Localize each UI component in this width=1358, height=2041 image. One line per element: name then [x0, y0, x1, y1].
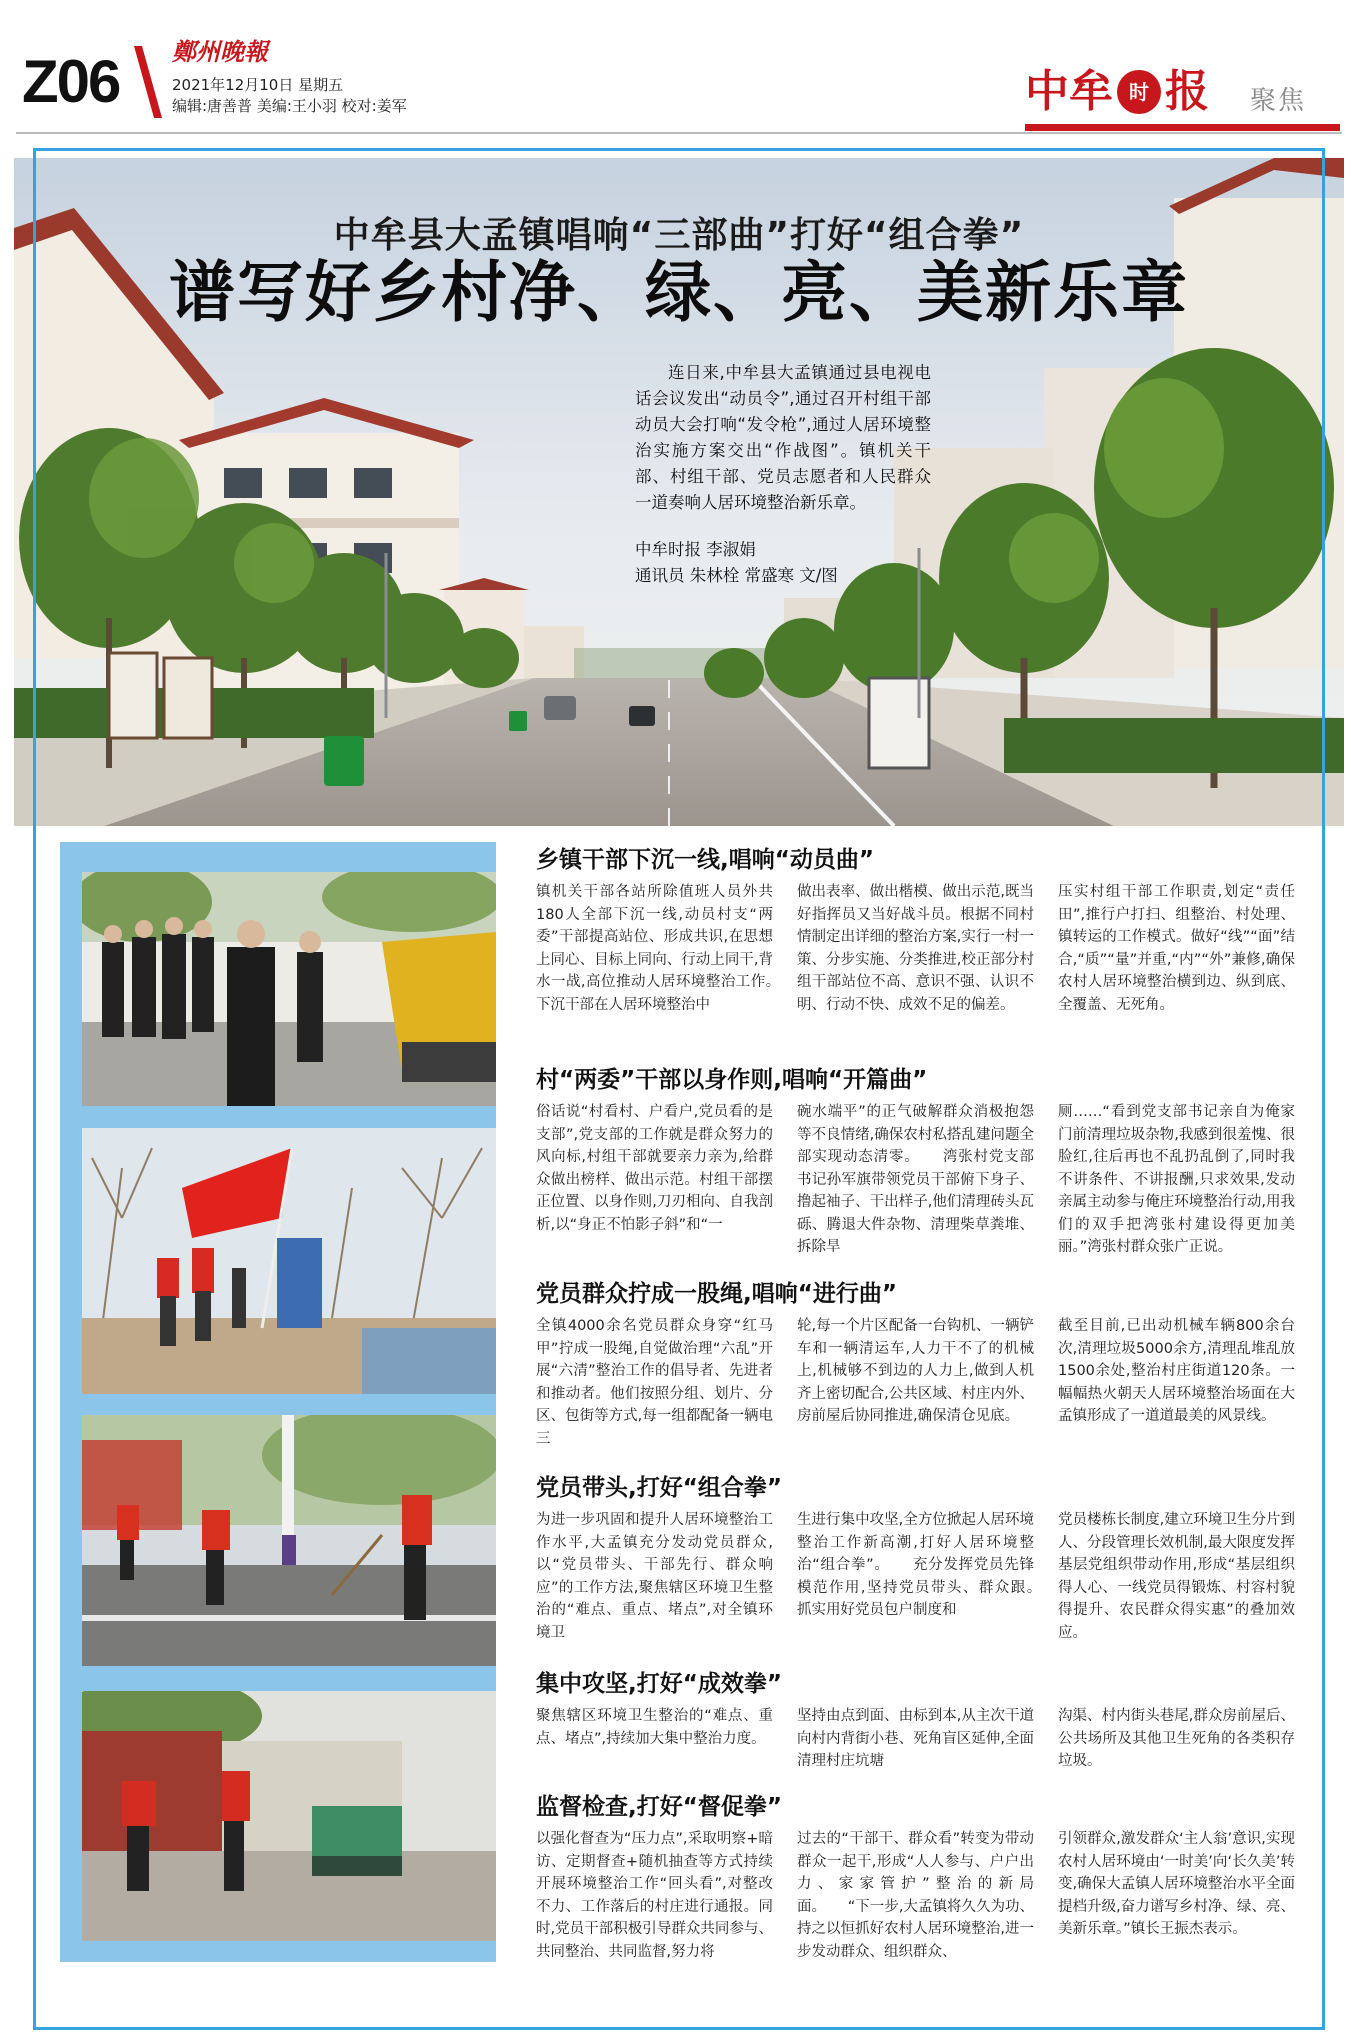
photo-cadres-meeting [82, 872, 496, 1106]
issue-date: 2021年12月10日 星期五 [172, 76, 344, 94]
section-columns [536, 1101, 1296, 1259]
brand-underline [1025, 124, 1340, 131]
section-columns [536, 881, 1296, 1016]
column-text: 沟渠、村内街头巷尾,群众房前屋后、公共场所及其他卫生死角的各类积存垃圾。 [1058, 1708, 1295, 1769]
byline-correspondents: 通讯员 朱林栓 常盛寒 文/图 [635, 566, 838, 585]
article-lede [635, 360, 931, 516]
column-text: 厕……“看到党支部书记亲自为俺家门前清理垃圾杂物,我感到很羞愧、很脸红,往后再也不乱扔乱倒了,同时我不讲条件、不讲报酬,只求效果,发动亲属主动参与俺庄环境整治行动,用我们的双手把湾张村建设得更加美丽。”湾张村群众张广正说。 [1058, 1104, 1295, 1255]
section-columns [536, 1828, 1296, 1963]
column-text: 俗话说“村看村、户看户,党员看的是支部”,党支部的工作就是群众努力的风向标,村组干部就要亲力亲为,给群众做出榜样、做出示范。村组干部摆正位置、以身作则,刀刃相向、自我剖析,以“身正不怕影子斜”和“一 [536, 1104, 773, 1233]
header-rule [16, 132, 1342, 134]
column-text: 截至目前,已出动机械车辆800余台次,清理垃圾5000余方,清理乱堆乱放1500余处,整治村庄街道120条。一幅幅热火朝天人居环境整治场面在大孟镇形成了一道道最美的风景线。 [1058, 1318, 1295, 1424]
column-text: 过去的“干部干、群众看”转变为带动群众一起干,形成“人人参与、户户出力、家家管护”整治的新局面。 “下一步,大孟镇将久久为功、持之以恒抓好农村人居环境整治,进一步发动群众、组织群众、 [797, 1831, 1034, 1960]
column-text: 压实村组干部工作职责,划定“责任田”,推行户打扫、组整治、村处理、镇转运的工作模式。做好“线”“面”结合,“质”“量”并重,“内”“外”兼修,确保农村人居环境整治横到边、纵到底、全覆盖、无死角。 [1058, 884, 1295, 1013]
column-text: 生进行集中攻坚,全方位掀起人居环境整治工作新高潮,打好人居环境整治“组合拳”。 充分发挥党员先锋模范作用,坚持党员带头、群众跟。 抓实用好党员包户制度和 [797, 1512, 1063, 1618]
photo-party-flag-cleanup [82, 1128, 496, 1394]
section-title: 村“两委”干部以身作则,唱响“开篇曲” [536, 1067, 928, 1093]
photo-volunteers-sweeping [82, 1415, 496, 1666]
column-text: 镇机关干部各站所除值班人员外共180人全部下沉一线,动员村支“两委”干部提高站位、形成共识,在思想上同心、目标上同向、行动上同干,背水一战,高位推动人居环境整治工作。 下沉干部在人居环境整治中 [536, 884, 802, 1013]
section-title: 集中攻坚,打好“成效拳” [536, 1671, 782, 1697]
header-slash-decoration [130, 46, 164, 118]
column-text: 做出表率、做出楷模、做出示范,既当好指挥员又当好战斗员。根据不同村情制定出详细的整治方案,实行一村一策、分步实施、分类推进,校正部分村组干部站位不高、意识不强、认识不明、行动不快、成效不足的偏差。 [797, 884, 1034, 1013]
byline-reporter: 中牟时报 李淑娟 [635, 540, 756, 559]
column-text: 聚焦辖区环境卫生整治的“难点、重点、堵点”,持续加大集中整治力度。 [536, 1708, 773, 1747]
section-title: 监督检查,打好“督促拳” [536, 1794, 782, 1820]
column-text: 引领群众,激发群众‘主人翁’意识,实现农村人居环境由‘一时美’向‘长久美’转变,确保大孟镇人居环境整治水平全面提档升级,奋力谱写乡村净、绿、亮、美新乐章。”镇长王振杰表示。 [1058, 1831, 1295, 1937]
section-4 [536, 1471, 1296, 1644]
column-text: 为进一步巩固和提升人居环境整治工作水平,大孟镇充分发动党员群众,以“党员带头、干部先行、群众响应”的工作方法,聚焦辖区环境卫生整治的“难点、重点、堵点”,对全镇环境卫 [536, 1512, 773, 1641]
section-2 [536, 1063, 1296, 1259]
section-title: 党员带头,打好“组合拳” [536, 1475, 782, 1501]
brand-circle: 时 [1117, 70, 1161, 114]
section-label: 聚焦 [1250, 86, 1307, 116]
brand-right: 报 [1165, 66, 1209, 117]
column-text: 碗水端平”的正气破解群众消极抱怨等不良情绪,确保农村私搭乱建问题全部实现动态清零。 湾张村党支部书记孙军旗带领党员干部俯下身子、撸起袖子、干出样子,他们清理砖头瓦砾、腾退大件杂物、清理柴草粪堆、拆除旱 [797, 1104, 1034, 1255]
section-title: 党员群众拧成一股绳,唱响“进行曲” [536, 1281, 897, 1307]
article-kicker: 中牟县大孟镇唱响“三部曲”打好“组合拳” [333, 215, 1025, 256]
column-text: 全镇4000余名党员群众身穿“红马甲”拧成一股绳,自觉做治理“六乱”开展“六清”整治工作的倡导者、先进者和推动者。他们按照分组、划片、分区、包街等方式,每一组都配备一辆电三 [536, 1318, 773, 1447]
section-columns [536, 1315, 1296, 1450]
section-6 [536, 1790, 1296, 1963]
brand-logo [1025, 64, 1209, 120]
editor-credits: 编辑:唐善普 美编:王小羽 校对:姜军 [172, 97, 407, 115]
article-byline [635, 537, 935, 589]
column-text: 以强化督查为“压力点”,采取明察+暗访、定期督查+随机抽查等方式持续开展环境整治工作“回头看”,对整改不力、工作落后的村庄进行通报。同时,党员干部积极引导群众共同参与、共同整治、共同监督,努力将 [536, 1831, 773, 1960]
section-columns [536, 1509, 1296, 1644]
section-3 [536, 1277, 1296, 1450]
section-title: 乡镇干部下沉一线,唱响“动员曲” [536, 847, 874, 873]
brand-left: 中牟 [1025, 66, 1113, 117]
section-5 [536, 1667, 1296, 1773]
photo-villagers-cleaning-street [82, 1691, 496, 1941]
lede-text: 连日来,中牟县大孟镇通过县电视电话会议发出“动员令”,通过召开村组干部动员大会打响“发令枪”,通过人居环境整治实施方案交出“作战图”。镇机关干部、村组干部、党员志愿者和人民群众一道奏响人居环境整治新乐章。 [635, 363, 931, 512]
column-text: 坚持由点到面、由标到本,从主次干道向村内背街小巷、死角盲区延伸,全面清理村庄坑塘 [797, 1708, 1034, 1769]
section-columns [536, 1705, 1296, 1773]
article-headline: 谱写好乡村净、绿、亮、美新乐章 [169, 254, 1189, 331]
column-text: 轮,每一个片区配备一台钩机、一辆铲车和一辆清运车,人力干不了的机械上,机械够不到边的人力上,做到人机齐上密切配合,公共区域、村庄内外、房前屋后协同推进,确保清仓见底。 [797, 1318, 1034, 1424]
page-number: Z06 [22, 48, 120, 115]
column-text: 党员楼栋长制度,建立环境卫生分片到人、分段管理长效机制,最大限度发挥基层党组织带动作用,形成“基层组织得人心、一线党员得锻炼、村容村貌得提升、农民群众得实惠”的叠加效应。 [1058, 1512, 1295, 1641]
masthead-logo: 鄭州晚報 [172, 37, 268, 66]
section-1 [536, 843, 1296, 1016]
